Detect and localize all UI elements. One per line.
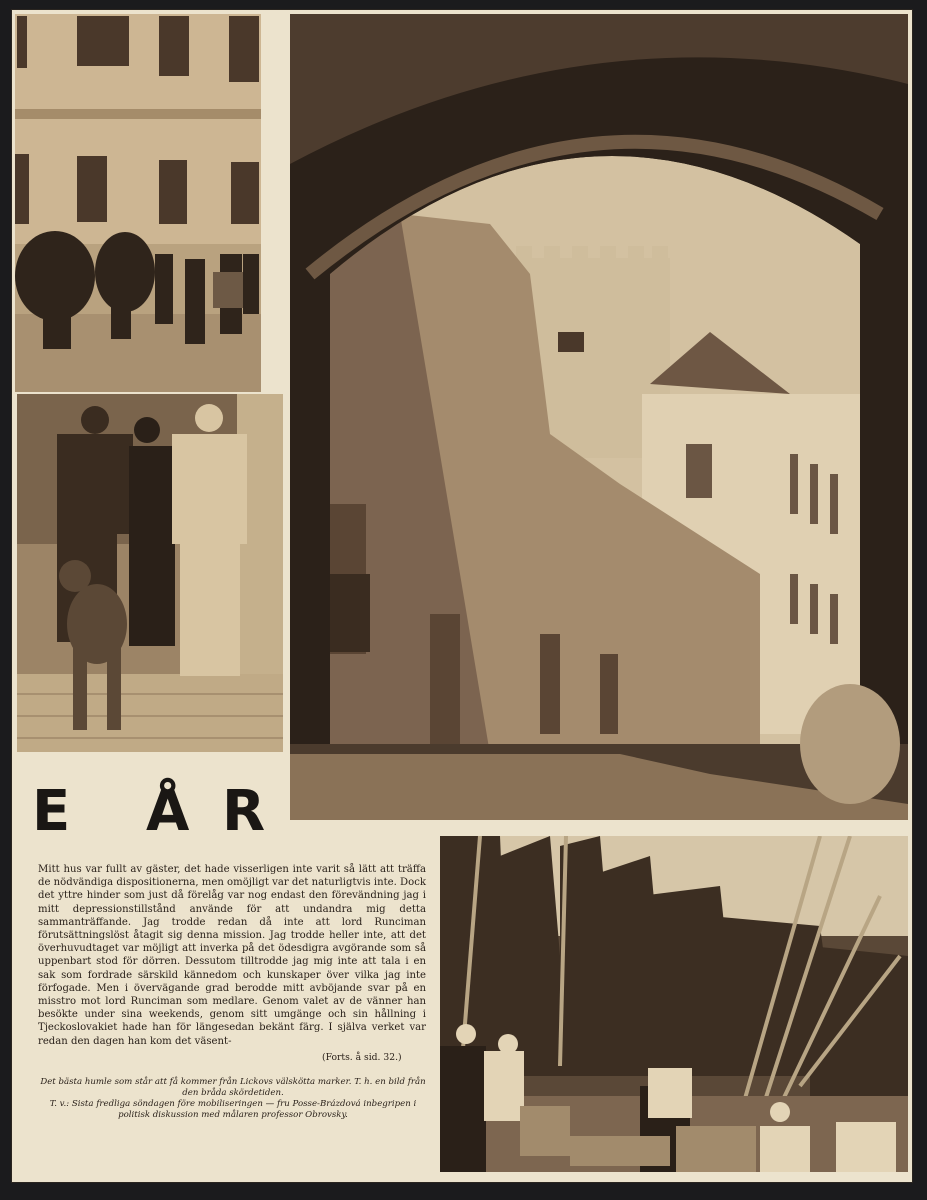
caption-group-photo: T. v.: Sista fredliga söndagen före mobiliseringen — fru Posse-Brázdová inbegripen i politisk diskussion med målaren professor Obrovsky.	[49, 1099, 417, 1120]
photo-hop-harvest	[440, 836, 908, 1172]
article-body	[38, 863, 426, 1048]
photo-group-with-dog	[17, 394, 283, 752]
article-paragraph: Mitt hus var fullt av gäster, det hade visserligen inte varit så lätt att träffa de nödvändiga dispositionerna, men omöjligt var det naturligtvis inte. Dock det yttre hinder som just då förelåg var nog endast den förevändning jag i mitt depressionstillstånd använde för att undandra mig detta sammanträffande. Jag trodde redan då inte att lord Runciman förutsättningslöst åtagit sig denna mission. Jag trodde heller inte, att det överhuvudtaget var möjligt att inverka på det ödesdigra avgörande som så uppenbart stod för dörren. Dessutom tilltrodde jag mig inte att tala i en sak som fordrade särskild kännedom och kunskaper över vilka jag inte förfogade. Men i övervägande grad berodde mitt avböjande svar på en misstro mot lord Runciman som medlare. Genom valet av de vänner han besökte under sina weekends, genom sitt umgänge och sin hållning i Tjeckoslovakiet hade han för längesedan bekänt färg. I själva verket var redan den dagen han kom det väsent-	[38, 864, 426, 1047]
photo-castle-arch	[290, 14, 908, 820]
continuation-note: (Forts. å sid. 32.)	[322, 1052, 402, 1063]
magazine-page	[12, 10, 912, 1182]
headline-letter-a-ring: Å	[146, 779, 190, 844]
photo-captions	[40, 1077, 426, 1121]
headline	[32, 770, 292, 850]
headline-letter-r: R	[222, 779, 266, 844]
headline-letter-e: E	[32, 779, 71, 844]
caption-hop-harvest: Det bästa humle som står att få kommer från Lickovs välskötta marker. T. h. en bild från den bråda skördetiden.	[40, 1077, 426, 1098]
photo-crowd-courtyard	[15, 14, 261, 392]
